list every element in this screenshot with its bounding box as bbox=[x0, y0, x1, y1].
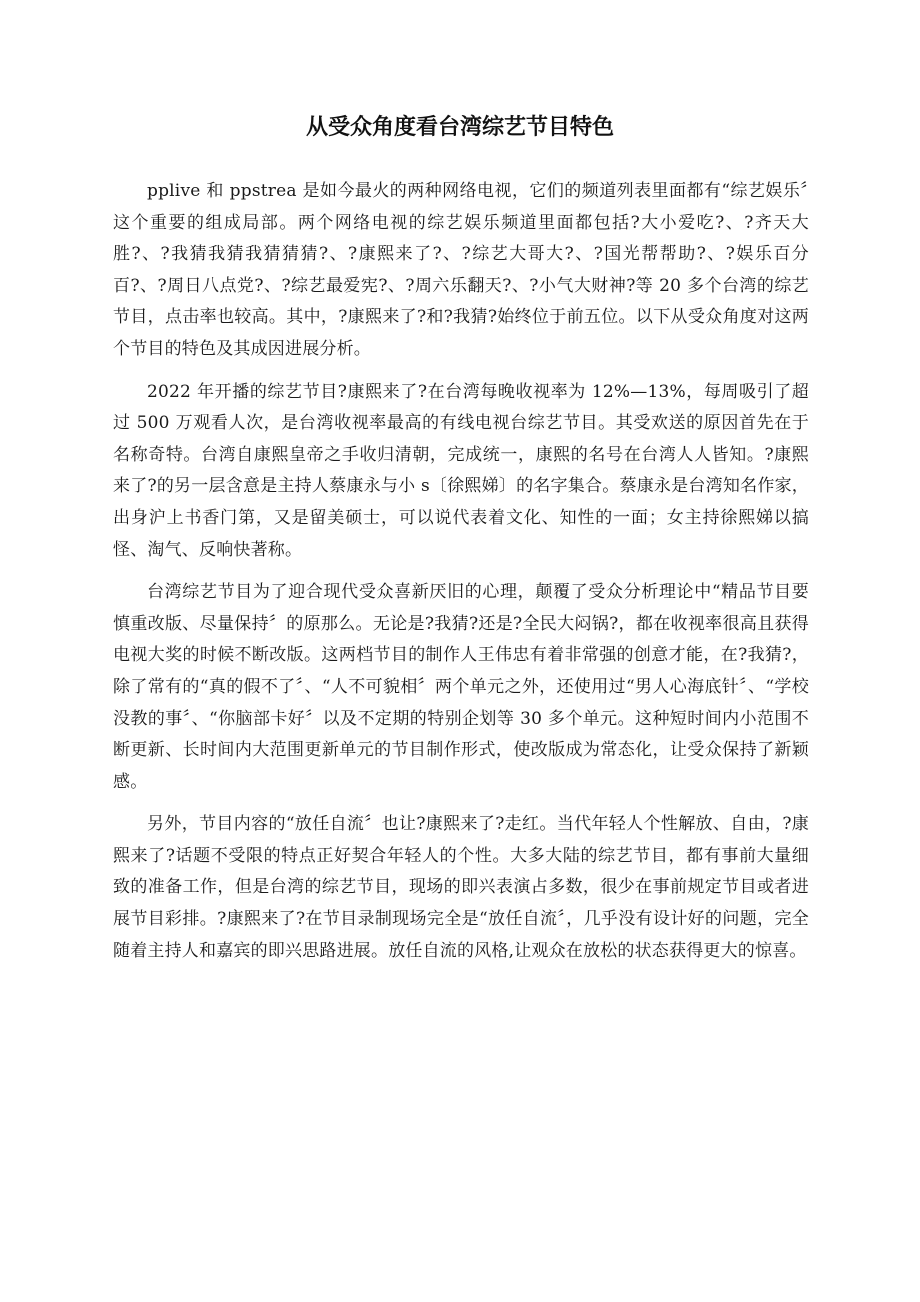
document-body bbox=[113, 176, 809, 978]
document-title: 从受众角度看台湾综艺节目特色 bbox=[305, 115, 614, 140]
paragraph-2: 2022 年开播的综艺节目?康熙来了?在台湾每晚收视率为 12%—13%，每周吸引了超过 500 万观看人次，是台湾收视率最高的有线电视台综艺节目。其受欢送的原因首先在于名称奇特。台湾自康熙皇帝之手收归清朝，完成统一，康熙的名号在台湾人人皆知。?康熙来了?的另一层含意是主持人蔡康永与小 s〔徐熙娣〕的名字集合。蔡康永是台湾知名作家，出身沪上书香门第，又是留美硕士，可以说代表着文化、知性的一面；女主持徐熙娣以搞怪、淘气、反响快著称。 bbox=[113, 381, 809, 560]
paragraph-3: 台湾综艺节目为了迎合现代受众喜新厌旧的心理，颠覆了受众分析理论中“精品节目要慎重改版、尽量保持〞的原那么。无论是?我猜?还是?全民大闷锅?，都在收视率很高且获得电视大奖的时候不断改版。这两档节目的制作人王伟忠有着非常强的创意才能，在?我猜?，除了常有的“真的假不了〞、“人不可貌相〞两个单元之外，还使用过“男人心海底针〞、“学校没教的事〞、“你脑部卡好〞以及不定期的特别企划等 30 多个单元。这种短时间内小范围不断更新、长时间内大范围更新单元的节目制作形式，使改版成为常态化，让受众保持了新颖感。 bbox=[113, 582, 809, 792]
paragraph-1: pplive 和 ppstrea 是如今最火的两种网络电视，它们的频道列表里面都有“综艺娱乐〞这个重要的组成局部。两个网络电视的综艺娱乐频道里面都包括?大小爱吃?、?齐天大胜?、?我猜我猜我猜猜猜?、?康熙来了?、?综艺大哥大?、?国光帮帮助?、?娱乐百分百?、?周日八点党?、?综艺最爱宪?、?周六乐翻天?、?小气大财神?等 20 多个台湾的综艺节目，点击率也较高。其中，?康熙来了?和?我猜?始终位于前五位。以下从受众角度对这两个节目的特色及其成因进展分析。 bbox=[113, 181, 809, 359]
paragraph-4: 另外，节目内容的“放任自流〞也让?康熙来了?走红。当代年轻人个性解放、自由，?康熙来了?话题不受限的特点正好契合年轻人的个性。大多大陆的综艺节目，都有事前大量细致的准备工作，但是台湾的综艺节目，现场的即兴表演占多数，很少在事前规定节目或者进展节目彩排。?康熙来了?在节目录制现场完全是“放任自流〞，几乎没有设计好的问题，完全随着主持人和嘉宾的即兴思路进展。放任自流的风格,让观众在放松的状态获得更大的惊喜。 bbox=[113, 814, 809, 961]
